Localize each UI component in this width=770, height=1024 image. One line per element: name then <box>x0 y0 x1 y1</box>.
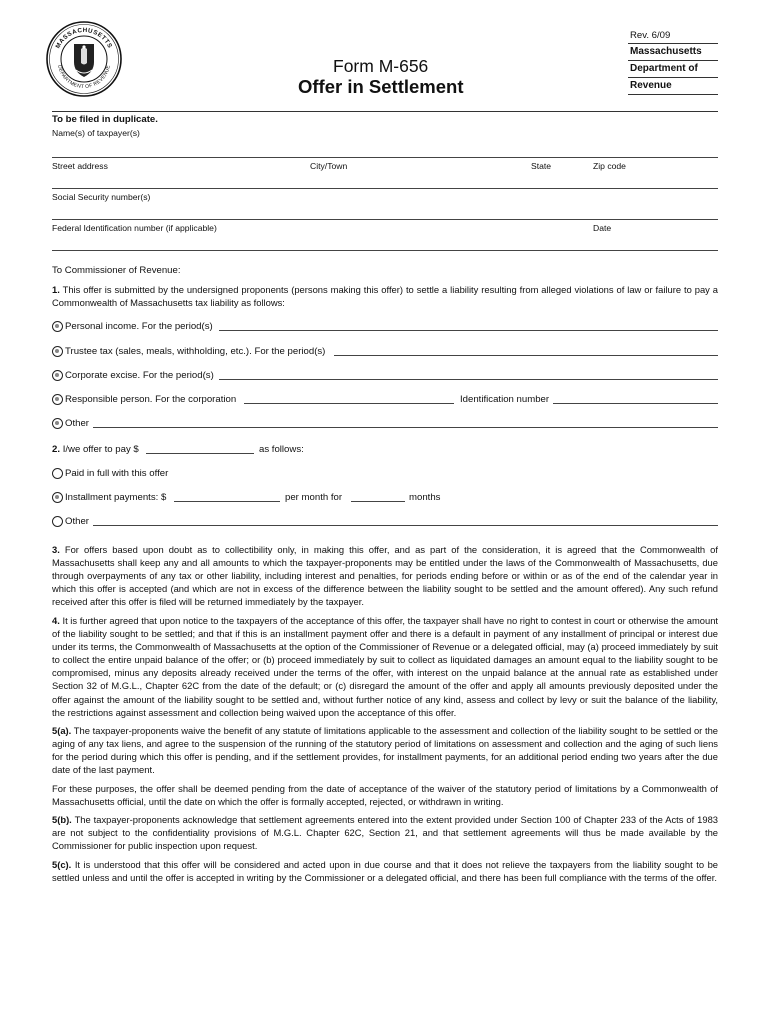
date-label: Date <box>593 223 612 233</box>
months-count-field[interactable] <box>351 501 405 502</box>
radio-personal-income[interactable] <box>52 321 63 332</box>
address-field[interactable] <box>52 188 718 189</box>
names-field[interactable] <box>52 157 718 158</box>
zip-label: Zip code <box>593 161 626 171</box>
city-label: City/Town <box>310 161 348 171</box>
per-month-label: per month for <box>285 492 343 503</box>
radio-other-liability[interactable] <box>52 418 63 429</box>
salutation: To Commissioner of Revenue: <box>52 265 181 276</box>
section-1-num: 1. <box>52 284 60 295</box>
section-5c-body: It is understood that this offer will be considered and acted upon in due course and that it does not relieve the taxpayers from the liability sought to be settled unless and until the offer is accepted in writing by the Commissioner or a delegated official, and there has been full compliance with the terms of the offer. <box>52 859 719 884</box>
section-5b-num: 5(b). <box>52 814 72 825</box>
agency-line-2: Department of <box>630 63 698 74</box>
section-5a-continued: For these purposes, the offer shall be deemed pending from the date of acceptance of the waiver of the statutory period of limitations by a Commonwealth of Massachusetts official, until the date on which the offer is formally accepted, rejected, or withdrawn in writing. <box>52 783 718 808</box>
option-trustee-tax: Trustee tax (sales, meals, withholding, etc.). For the period(s) <box>65 346 326 357</box>
svg-text:DEPARTMENT OF REVENUE: DEPARTMENT OF REVENUE <box>56 64 112 91</box>
section-2-offer <box>52 444 139 455</box>
section-1-text <box>52 283 718 309</box>
rev-date: Rev. 6/09 <box>630 30 671 41</box>
section-5a-num: 5(a). <box>52 725 72 736</box>
section-5c-num: 5(c). <box>52 859 72 870</box>
ssn-label: Social Security number(s) <box>52 192 151 202</box>
state-seal <box>45 20 123 98</box>
form-number: Form M-656 <box>333 56 429 76</box>
corporate-excise-period-field[interactable] <box>219 379 718 380</box>
offer-suffix: as follows: <box>259 444 304 455</box>
radio-paid-in-full[interactable] <box>52 468 63 479</box>
personal-income-period-field[interactable] <box>219 330 718 331</box>
option-paid-in-full: Paid in full with this offer <box>65 468 169 479</box>
names-label: Name(s) of taxpayer(s) <box>52 128 140 138</box>
option-other-liability: Other <box>65 418 89 429</box>
section-5c <box>52 858 718 884</box>
ssn-field[interactable] <box>52 219 718 220</box>
option-personal-income: Personal income. For the period(s) <box>65 321 213 332</box>
section-3 <box>52 543 718 608</box>
radio-responsible-person[interactable] <box>52 394 63 405</box>
section-3-num: 3. <box>52 544 60 555</box>
section-4 <box>52 614 718 719</box>
section-3-body: For offers based upon doubt as to collectibility only, in making this offer, and as part of the consideration, it is agreed that the Commonwealth of Massachusetts shall keep any and all amounts to which the taxpayer-proponents may be entitled under the laws of the Commonwealth of Massachusetts, due through overpayments of any tax or other liability, including interest and penalties, for periods ending before or within or as of the end of the calendar year in which this offer is accepted (and which are not in excess of the difference between the liability sought to be settled and the amount offered). Any such refund received after this offer is filed will be returned immediately by the taxpayer. <box>52 544 718 608</box>
section-2-num: 2. <box>52 444 61 455</box>
radio-trustee-tax[interactable] <box>52 346 63 357</box>
fein-date-field[interactable] <box>52 250 718 251</box>
agency-line-3: Revenue <box>630 80 672 91</box>
other-liability-field[interactable] <box>93 427 718 428</box>
street-label: Street address <box>52 161 108 171</box>
seal-icon <box>45 20 123 98</box>
months-label: months <box>409 492 441 503</box>
section-4-body: It is further agreed that upon notice to the taxpayers of the acceptance of this offer, the taxpayer shall have no right to contest in court or otherwise the amount of the liability sought to be settled; and that if this is an installment payment offer and there is a default in payment of any installment of principal or interest due under its terms, the Commonwealth of Massachusetts at the option of the Commissioner of Revenue or a delegated official, may (a) proceed immediately by suit to collect the entire unpaid balance of the offer; or (b) proceed immediately by suit to collect as liquidated damages an amount equal to the liability sought to be compromised, minus any deposits already received under the terms of the offer, with interest on the unpaid balance at the annual rate as established under Section 32 of M.G.L., Chapter 62C from the date of the default; or (c) disregard the amount of the offer and apply all amounts previously deposited under the offer against the amount of the liability sought to be settled and, without further notice of any kind, assess and collect by levy or suit the balance of the liability, the restrictions against assessment and collection being waived upon the acceptance of this offer. <box>52 615 719 718</box>
section-4-num: 4. <box>52 615 60 626</box>
option-installment: Installment payments: $ <box>65 492 167 503</box>
section-5b <box>52 813 718 852</box>
section-1-body: This offer is submitted by the undersigned proponents (persons making this offer) to settle a liability resulting from alleged violations of law or failure to pay a Commonwealth of Massachusetts tax liability as follows: <box>52 284 718 309</box>
identification-number-field[interactable] <box>553 403 718 404</box>
radio-installment[interactable] <box>52 492 63 503</box>
section-5b-body: The taxpayer-proponents acknowledge that settlement agreements entered into the extent provided under Section 100 of Chapter 233 of the Acts of 1983 are not subject to the confidentiality provisions of M.G.L. Chapter 62C, Section 21, and that settlement agreements will thus be made available by the Commissioner for public inspection upon request. <box>52 814 718 852</box>
radio-other-payment[interactable] <box>52 516 63 527</box>
form-title: Offer in Settlement <box>298 76 464 97</box>
agency-line-1: Massachusetts <box>630 46 702 57</box>
corporation-field[interactable] <box>244 403 454 404</box>
trustee-tax-period-field[interactable] <box>334 355 718 356</box>
filing-note: To be filed in duplicate. <box>52 114 158 125</box>
option-other-payment: Other <box>65 516 89 527</box>
section-5a-body: The taxpayer-proponents waive the benefit of any statute of limitations applicable to the assessment and collection of the liability sought to be settled or the aging of any tax liens, and agree to the suspension of the running of the statutory period of limitations on assessment and collection and the aging of such liens for the period during which this offer is pending, and if the settlement provides, for installment payments, for an additional period ending two years after the due date of the last payment. <box>52 725 718 776</box>
option-corporate-excise: Corporate excise. For the period(s) <box>65 370 214 381</box>
other-payment-field[interactable] <box>93 525 718 526</box>
identification-number-label: Identification number <box>460 394 550 405</box>
radio-corporate-excise[interactable] <box>52 370 63 381</box>
fein-label: Federal Identification number (if applicable) <box>52 223 217 233</box>
option-responsible-person: Responsible person. For the corporation <box>65 394 237 405</box>
offer-prefix: I/we offer to pay $ <box>62 444 139 455</box>
offer-amount-field[interactable] <box>146 453 254 454</box>
section-5a <box>52 724 718 776</box>
installment-amount-field[interactable] <box>174 501 280 502</box>
svg-text:MASSACHUSETTS: MASSACHUSETTS <box>54 26 114 50</box>
state-label: State <box>531 161 552 171</box>
